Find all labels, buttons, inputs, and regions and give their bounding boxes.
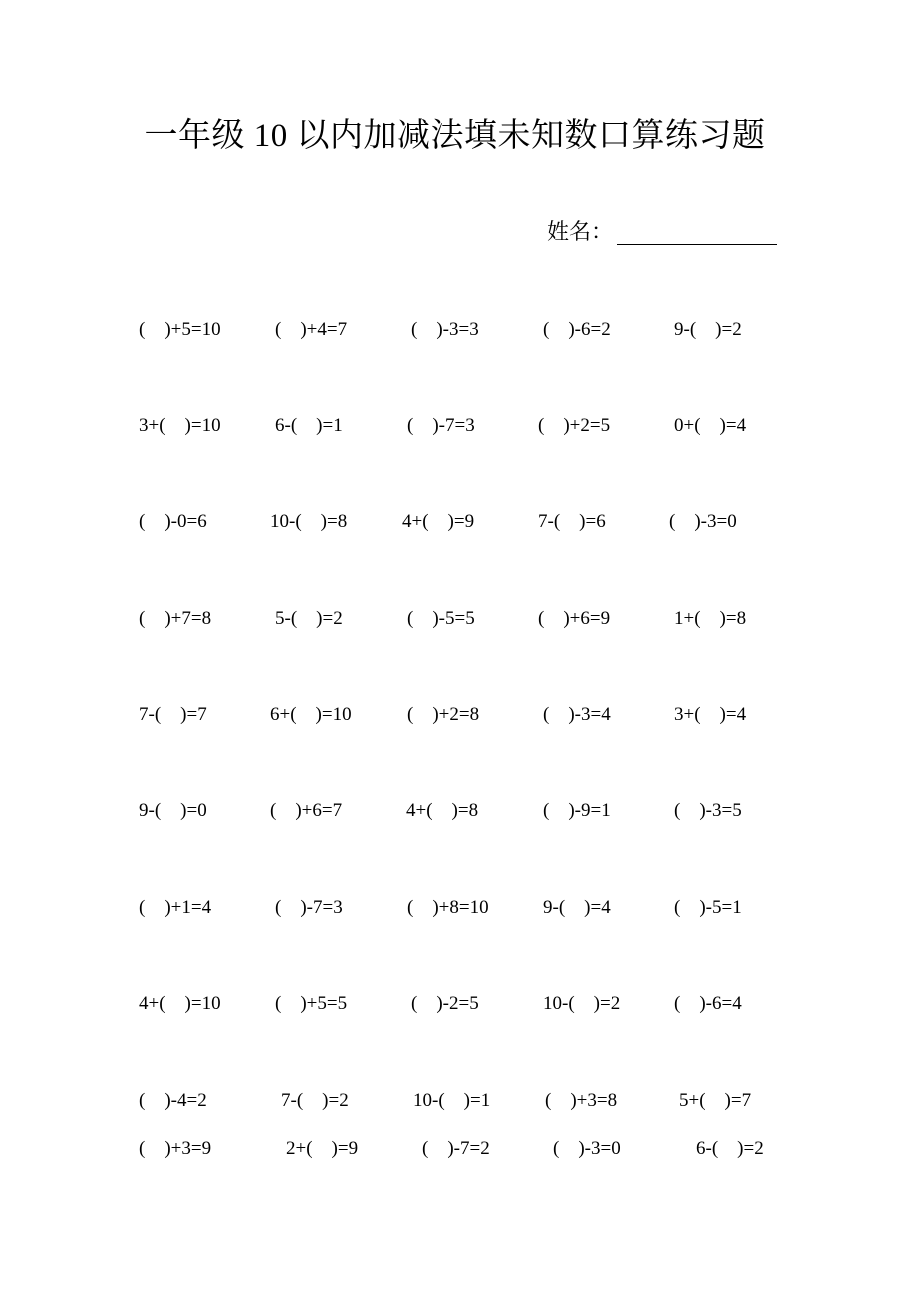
problem: 4+( )=10: [139, 993, 221, 1014]
problem: 6+( )=10: [270, 704, 352, 725]
problem: ( )-5=5: [407, 608, 475, 629]
problem: 9-( )=2: [674, 319, 742, 340]
problem: 10-( )=8: [270, 511, 348, 532]
page-title: 一年级 10 以内加减法填未知数口算练习题: [144, 118, 766, 154]
problem: ( )-0=6: [139, 511, 207, 532]
problem: 9-( )=4: [543, 897, 611, 918]
problem-row-2: [0, 413, 920, 439]
problem: ( )-2=5: [411, 993, 479, 1014]
name-label: 姓名：: [547, 219, 614, 244]
problem: ( )-5=1: [674, 897, 742, 918]
problem: 5-( )=2: [275, 608, 343, 629]
problem: 9-( )=0: [139, 800, 207, 821]
problem: ( )+3=8: [545, 1090, 618, 1111]
problem: ( )-7=2: [422, 1138, 490, 1159]
problem: ( )-3=3: [411, 319, 479, 340]
problem-row-4: [0, 606, 920, 632]
problem-row-3: [0, 509, 920, 535]
problem: ( )+3=9: [139, 1138, 212, 1159]
problem: 3+( )=10: [139, 415, 221, 436]
problem: ( )-3=5: [674, 800, 742, 821]
problem: 4+( )=9: [402, 511, 475, 532]
problem: ( )+8=10: [407, 897, 489, 918]
problem: ( )-7=3: [275, 897, 343, 918]
problem: ( )+6=7: [270, 800, 343, 821]
name-blank-line[interactable]: [617, 220, 777, 245]
problem: ( )+7=8: [139, 608, 212, 629]
problem: ( )+4=7: [275, 319, 348, 340]
problem: 3+( )=4: [674, 704, 747, 725]
problem-row-5: [0, 702, 920, 728]
problem-row-1: [0, 317, 920, 343]
problem: ( )-4=2: [139, 1090, 207, 1111]
problem: 7-( )=2: [281, 1090, 349, 1111]
problem: ( )-7=3: [407, 415, 475, 436]
problem: ( )+1=4: [139, 897, 212, 918]
problem: ( )-3=0: [669, 511, 737, 532]
problem: 0+( )=4: [674, 415, 747, 436]
name-field: [547, 216, 777, 248]
problem: ( )-6=2: [543, 319, 611, 340]
problem: ( )-9=1: [543, 800, 611, 821]
problem-row-8: [0, 991, 920, 1017]
problem: 7-( )=7: [139, 704, 207, 725]
problem: 6-( )=1: [275, 415, 343, 436]
problem: ( )-6=4: [674, 993, 742, 1014]
problem: 4+( )=8: [406, 800, 479, 821]
problem: ( )+5=5: [275, 993, 348, 1014]
problem: 10-( )=1: [413, 1090, 491, 1111]
problem-row-7: [0, 895, 920, 921]
problem: 6-( )=2: [696, 1138, 764, 1159]
problem: 1+( )=8: [674, 608, 747, 629]
problem: ( )+6=9: [538, 608, 611, 629]
problem-row-6: [0, 798, 920, 824]
problem-row-10: [0, 1136, 920, 1162]
problem: ( )-3=4: [543, 704, 611, 725]
problem: 5+( )=7: [679, 1090, 752, 1111]
problem: 2+( )=9: [286, 1138, 359, 1159]
problem: ( )+5=10: [139, 319, 221, 340]
problem: ( )+2=8: [407, 704, 480, 725]
problem: 7-( )=6: [538, 511, 606, 532]
problem: ( )+2=5: [538, 415, 611, 436]
problem: ( )-3=0: [553, 1138, 621, 1159]
problem: 10-( )=2: [543, 993, 621, 1014]
problem-row-9: [0, 1088, 920, 1114]
